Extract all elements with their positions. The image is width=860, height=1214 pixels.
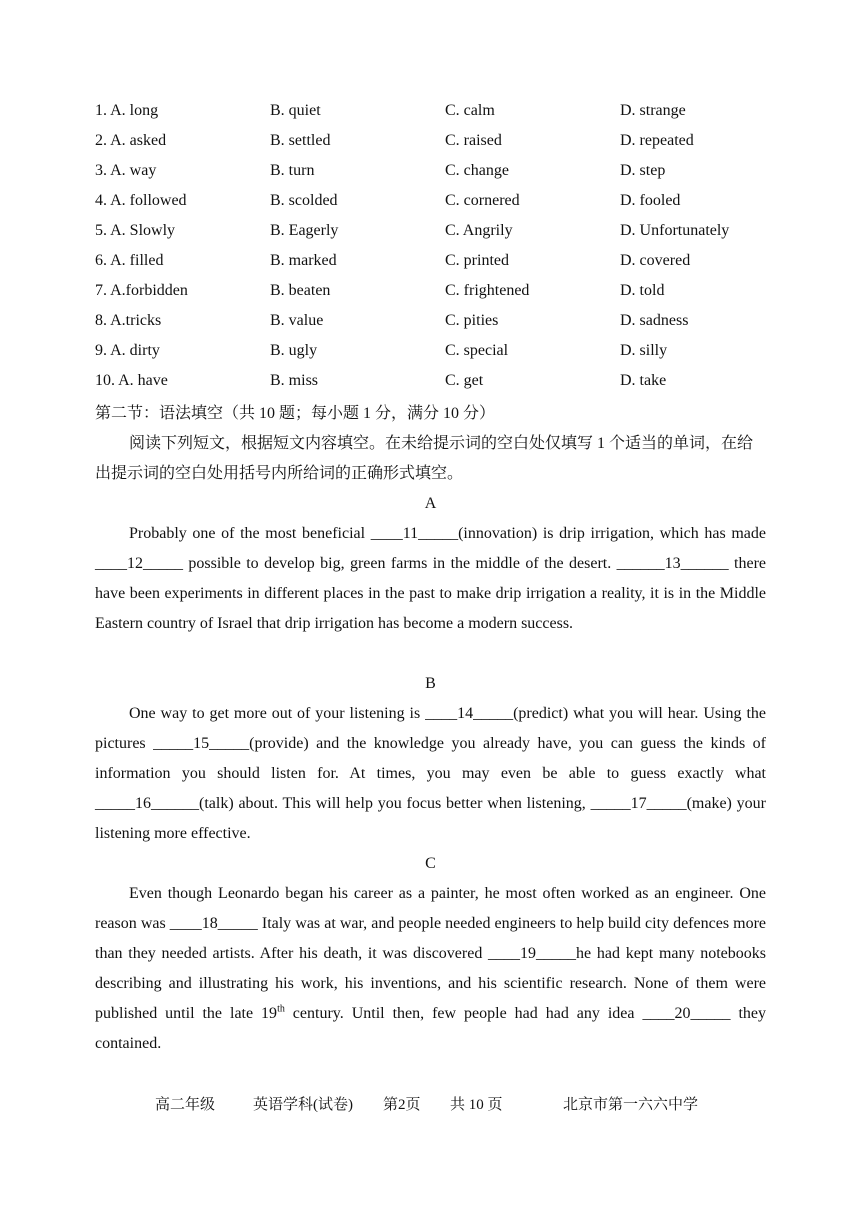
option-c: C. cornered (445, 192, 520, 209)
option-b: B. settled (270, 132, 331, 149)
option-b: B. scolded (270, 192, 338, 209)
option-c: C. calm (445, 102, 495, 119)
option-a: 7. A.forbidden (95, 282, 188, 299)
option-b: B. ugly (270, 342, 318, 359)
footer-page: 第2页 (383, 1097, 421, 1113)
option-d: D. take (620, 372, 667, 389)
option-b: B. turn (270, 162, 315, 179)
option-row-9 (95, 336, 775, 366)
option-a: 3. A. way (95, 162, 157, 179)
option-row-8 (95, 306, 775, 336)
option-b: B. miss (270, 372, 319, 389)
passage-b-text: One way to get more out of your listening is ____14_____(predict) what you will hear. Using the pictures _____15_____(provide) and the knowledge you already have, you can guess the kinds of information you should listen for. At times, you may even be able to guess exactly what _____16______(talk) about. This will help you focus better when listening, _____17_____(make) your listening more effective. (95, 705, 766, 842)
option-d: D. sadness (620, 312, 689, 329)
footer-total: 共 10 页 (450, 1097, 503, 1113)
passage-c-text-part1: Even though Leonardo began his career as a painter, he most often worked as an engineer. One reason was ____18_____ Italy was at war, and people needed engineers to help build city defences more than they needed artists. After his death, it was discovered ____19_____he had kept many notebooks describing and illustrating his work, his inventions, and his scientific research. None of them were published until the late 19 (95, 885, 766, 1022)
option-c: C. change (445, 162, 509, 179)
option-c: C. printed (445, 252, 509, 269)
option-a: 5. A. Slowly (95, 222, 176, 239)
option-a: 9. A. dirty (95, 342, 160, 359)
option-d: D. told (620, 282, 665, 299)
footer-grade: 高二年级 (155, 1097, 216, 1113)
option-d: D. step (620, 162, 666, 179)
option-c: C. raised (445, 132, 502, 149)
option-a: 4. A. followed (95, 192, 187, 209)
option-c: C. pities (445, 312, 499, 329)
passage-a-title: A (424, 495, 437, 512)
footer-school: 北京市第一六六中学 (563, 1097, 699, 1113)
option-a: 10. A. have (95, 372, 168, 389)
option-a: 2. A. asked (95, 132, 167, 149)
option-d: D. Unfortunately (620, 222, 730, 239)
option-c: C. frightened (445, 282, 530, 299)
option-b: B. marked (270, 252, 337, 269)
option-row-5 (95, 216, 775, 246)
option-d: D. silly (620, 342, 668, 359)
passage-b-title: B (425, 675, 436, 692)
option-row-1 (95, 96, 775, 126)
option-d: D. strange (620, 102, 686, 119)
section-title: 第二节：语法填空（共 10 题；每小题 1 分，满分 10 分） (95, 405, 496, 422)
options-table (95, 96, 775, 396)
option-a: 6. A. filled (95, 252, 164, 269)
option-row-7 (95, 276, 775, 306)
option-c: C. Angrily (445, 222, 513, 239)
passage-c-text-part2: century. Until then, few people had had any idea ____20_____ they contained. (95, 1005, 766, 1052)
footer-subject: 英语学科(试卷) (253, 1097, 353, 1113)
option-b: B. Eagerly (270, 222, 339, 239)
option-row-10 (95, 366, 775, 396)
option-a: 1. A. long (95, 102, 159, 119)
section-instructions: 阅读下列短文，根据短文内容填空。在未给提示词的空白处仅填写 1 个适当的单词，在给出提示词的空白处用括号内所给词的正确形式填空。 (95, 435, 754, 482)
option-b: B. quiet (270, 102, 321, 119)
option-b: B. beaten (270, 282, 331, 299)
option-a: 8. A.tricks (95, 312, 162, 329)
passage-c-text (95, 879, 766, 1059)
option-row-6 (95, 246, 775, 276)
option-c: C. special (445, 342, 509, 359)
option-row-4 (95, 186, 775, 216)
option-d: D. fooled (620, 192, 681, 209)
ordinal-suffix: th (277, 1003, 285, 1015)
passage-a-text: Probably one of the most beneficial ____11_____(innovation) is drip irrigation, which has made ____12_____ possible to develop big, green farms in the middle of the desert. ______13______ there have been experiments in different places in the past to make drip irrigation a reality, it is in the Middle Eastern country of Israel that drip irrigation has become a modern success. (95, 525, 766, 632)
passage-c-title: C (425, 855, 436, 872)
option-d: D. repeated (620, 132, 694, 149)
option-row-2 (95, 126, 775, 156)
option-d: D. covered (620, 252, 691, 269)
option-b: B. value (270, 312, 324, 329)
option-row-3 (95, 156, 775, 186)
option-c: C. get (445, 372, 484, 389)
